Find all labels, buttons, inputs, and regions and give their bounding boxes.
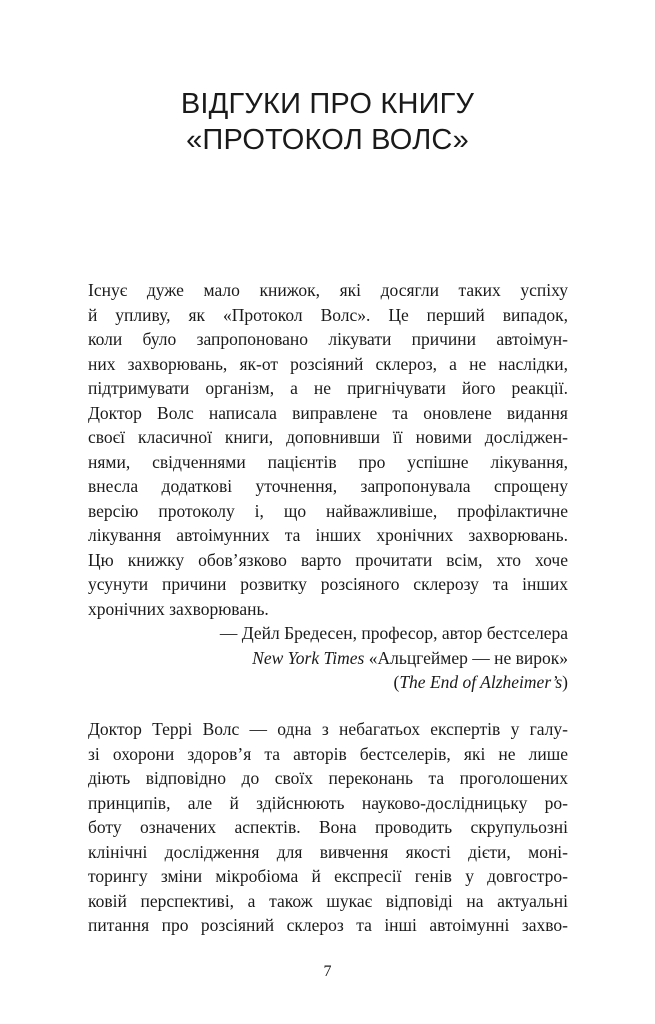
review-1-line: усунути причини розвитку розсіяного склерозу та інших — [88, 574, 568, 594]
review-1-line: нями, свідченнями пацієнтів про успішне лікування, — [88, 451, 568, 472]
review-1-line: лікування автоімунних та інших хронічних захворювань. — [88, 525, 568, 545]
review-2-line: питання про розсіяний склероз та інші автоімунні захво- — [88, 915, 568, 935]
review-1 — [88, 278, 568, 695]
review-1-attribution-line-3 — [88, 670, 568, 695]
review-1-line: Цю книжку обов’язково варто прочитати всім, хто хоче — [88, 549, 568, 570]
book-title-ukrainian: «Альцгеймер — не вирок» — [364, 647, 568, 668]
review-1-line: Існує дуже мало книжок, які досягли таких успіху — [88, 280, 568, 300]
review-1-line: хронічних захворювань. — [88, 598, 269, 619]
page-number: 7 — [323, 963, 332, 980]
review-1-line: версію протоколу і, що найважливіше, профілактичне — [88, 500, 568, 521]
page-title — [0, 86, 655, 158]
paren-close: ) — [562, 672, 568, 692]
review-1-line: них захворювань, як-от розсіяний склероз, а не наслідки, — [88, 353, 568, 374]
book-title-original: The End of Alzheimer’s — [399, 672, 563, 692]
newspaper-title: New York Times — [252, 647, 365, 668]
review-2-line: діють відповідно до своїх переконань та проголошених — [88, 768, 568, 788]
title-line-1: ВІДГУКИ ПРО КНИГУ — [180, 88, 475, 120]
review-2-line: боту означених аспектів. Вона проводить скрупульозні — [88, 817, 568, 837]
review-2-line: ковій перспективі, а також шукає відповіді на актуальні — [88, 890, 568, 911]
review-2-line: Доктор Террі Волс — одна з небагатьох експертів у галу- — [88, 719, 568, 739]
review-1-line: внесла додаткові уточнення, запропонувала спрощену — [88, 476, 568, 496]
review-2-line: торингу зміни мікробіома й експресії генів у довгостро- — [88, 866, 568, 886]
review-2-line: зі охорони здоров’я та авторів бестселерів, які не лише — [88, 743, 568, 764]
review-2 — [88, 717, 568, 938]
review-1-line: коли було запропоновано лікувати причини автоімун- — [88, 329, 568, 349]
title-line-2: «ПРОТОКОЛ ВОЛС» — [186, 124, 469, 156]
review-1-line: Доктор Волс написала виправлене та оновлене видання — [88, 402, 568, 423]
review-1-attribution-line-1: — Дейл Бредесен, професор, автор бестселера — [219, 623, 568, 643]
review-1-line: своєї класичної книги, доповнивши її новими досліджен- — [88, 427, 568, 447]
review-1-line: й упливу, як «Протокол Волс». Це перший випадок, — [88, 304, 568, 325]
review-1-line: підтримувати організм, а не пригнічувати його реакції. — [88, 378, 568, 398]
review-2-line: клінічні дослідження для вивчення якості дієти, моні- — [88, 841, 568, 862]
review-1-attribution-line-2 — [88, 646, 568, 671]
paren-open: ( — [393, 672, 400, 692]
review-2-line: принципів, але й здійснюють науково-дослідницьку ро- — [88, 792, 568, 813]
